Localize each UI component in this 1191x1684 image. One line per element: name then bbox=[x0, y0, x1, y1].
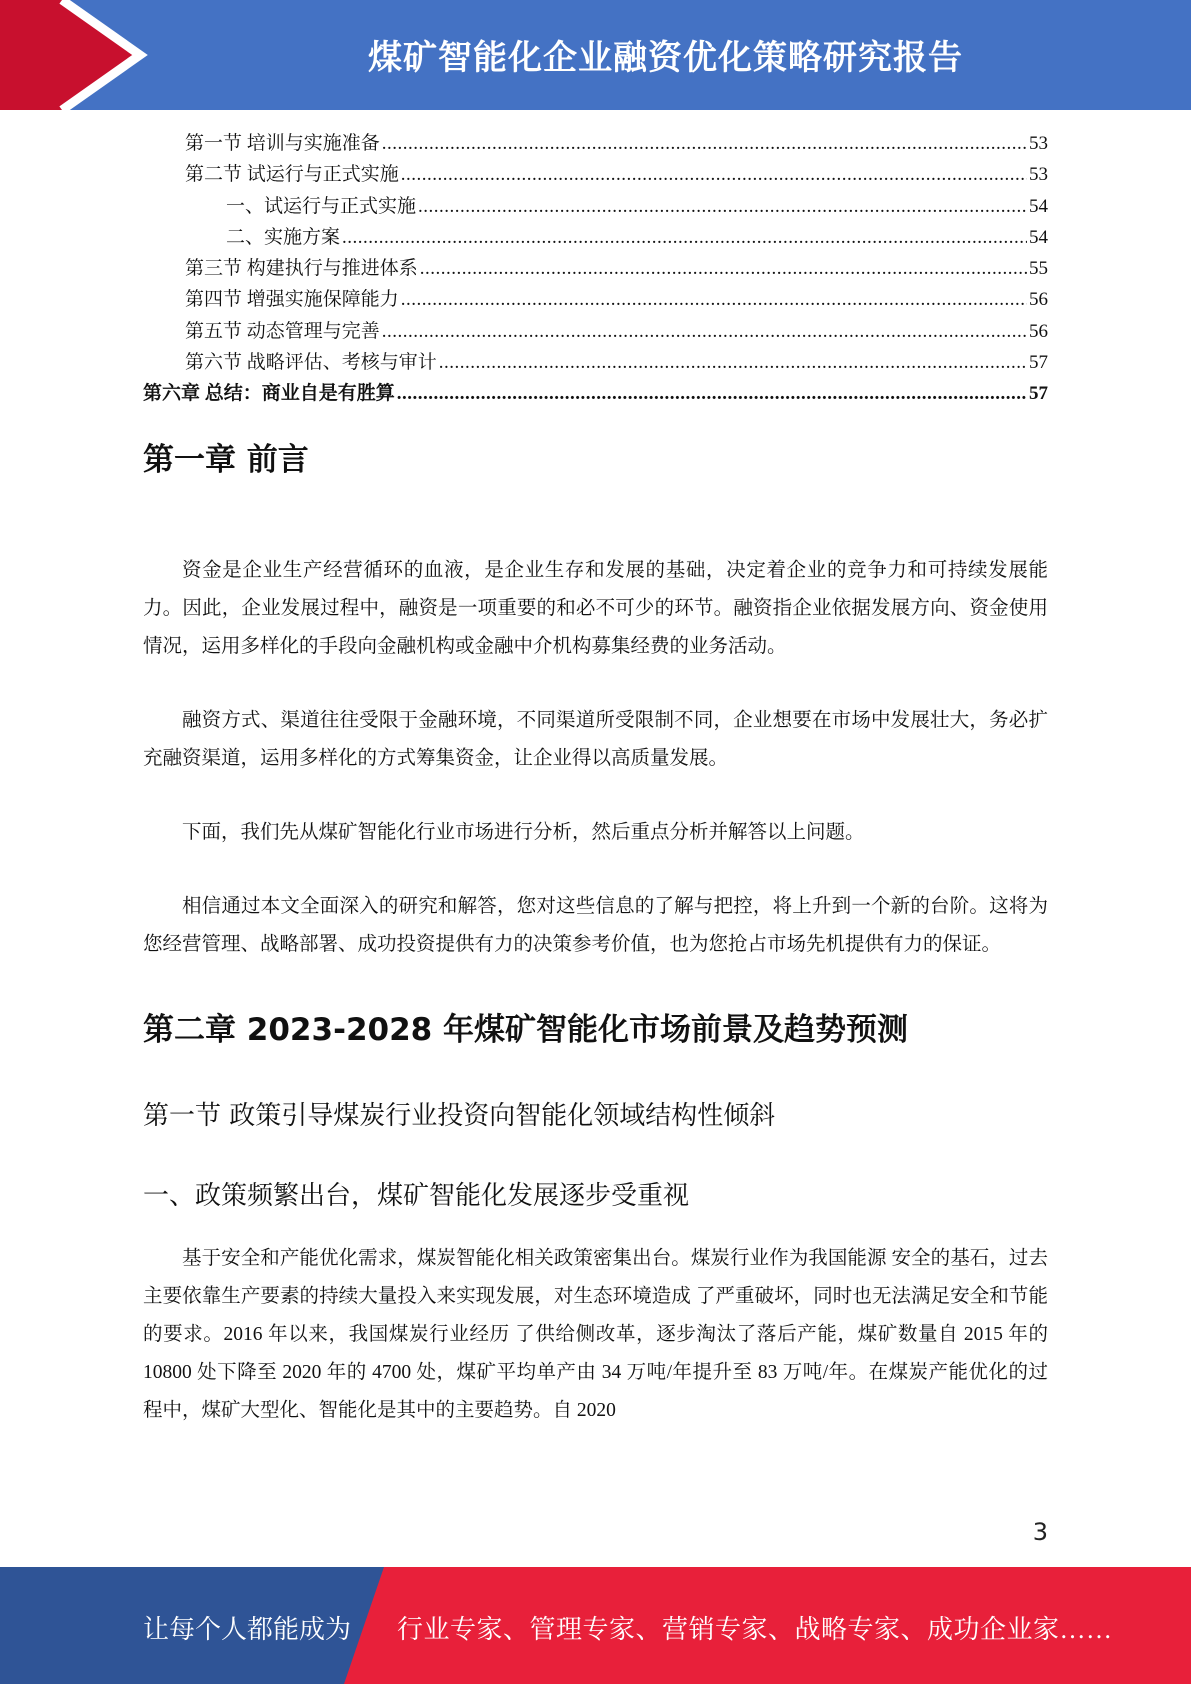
chapter-1-heading: 第一章 前言 bbox=[143, 442, 309, 478]
toc-entry-page: 53 bbox=[1029, 164, 1048, 186]
section-heading: 第一节 政策引导煤炭行业投资向智能化领域结构性倾斜 bbox=[143, 1101, 776, 1131]
toc-entry[interactable] bbox=[143, 191, 1048, 222]
toc-entry-label: 第六节 战略评估、考核与审计 bbox=[185, 352, 437, 374]
toc-entry-label: 第六章 总结：商业自是有胜算 bbox=[143, 383, 395, 405]
toc-entry-label: 第四节 增强实施保障能力 bbox=[185, 289, 399, 311]
page-header bbox=[0, 0, 1191, 110]
toc-leader-dots bbox=[382, 316, 1027, 347]
toc-entry[interactable] bbox=[143, 284, 1048, 315]
page-number: 3 bbox=[1032, 1518, 1048, 1546]
footer-slogan-left: 让每个人都能成为 bbox=[143, 1615, 352, 1644]
toc-entry-label: 一、试运行与正式实施 bbox=[226, 195, 417, 217]
toc-entry[interactable] bbox=[143, 222, 1048, 253]
toc-leader-dots bbox=[401, 159, 1027, 190]
paragraph: 相信通过本文全面深入的研究和解答，您对这些信息的了解与把控，将上升到一个新的台阶。这将为您经营管理、战略部署、成功投资提供有力的决策参考价值，也为您抢占市场先机提供有力的保证。 bbox=[143, 896, 1048, 955]
toc-entry-label: 第三节 构建执行与推进体系 bbox=[185, 258, 418, 280]
report-title: 煤矿智能化企业融资优化策略研究报告 bbox=[368, 38, 963, 78]
toc-entry-label: 二、实施方案 bbox=[226, 226, 341, 248]
toc-leader-dots bbox=[342, 222, 1027, 253]
toc-entry-label: 第五节 动态管理与完善 bbox=[185, 320, 380, 342]
footer-slogan-right: 行业专家、管理专家、营销专家、战略专家、成功企业家…… bbox=[397, 1615, 1113, 1644]
page-footer bbox=[0, 1567, 1191, 1684]
toc-entry-label: 第二节 试运行与正式实施 bbox=[185, 164, 399, 186]
toc-entry-page: 54 bbox=[1029, 195, 1048, 217]
toc-entry-page: 56 bbox=[1029, 320, 1048, 342]
table-of-contents bbox=[143, 128, 1048, 410]
subsection-heading: 一、政策频繁出台，煤矿智能化发展逐步受重视 bbox=[143, 1181, 690, 1211]
paragraph: 资金是企业生产经营循环的血液，是企业生存和发展的基础，决定着企业的竞争力和可持续发展能力。因此，企业发展过程中，融资是一项重要的和必不可少的环节。融资指企业依据发展方向、资金使用情况，运用多样化的手段向金融机构或金融中介机构募集经费的业务活动。 bbox=[143, 560, 1048, 657]
toc-entry[interactable] bbox=[143, 159, 1048, 190]
paragraph: 融资方式、渠道往往受限于金融环境，不同渠道所受限制不同，企业想要在市场中发展壮大，务必扩充融资渠道，运用多样化的方式筹集资金，让企业得以高质量发展。 bbox=[143, 710, 1048, 769]
toc-entry-page: 54 bbox=[1029, 226, 1048, 248]
paragraph: 基于安全和产能优化需求，煤炭智能化相关政策密集出台。煤炭行业作为我国能源 安全的基石，过去主要依靠生产要素的持续大量投入来实现发展，对生态环境造成 了严重破坏，同时也无法满足安全和节能的要求。2016 年以来，我国煤炭行业经历 了供给侧改革，逐步淘汰了落后产能，煤矿数量自 2015 年的 10800 处下降至 2020 年的 4700 处，煤矿平均单产由 34 万吨/年提升至 83 万吨/年。在煤炭产能优化的过 程中，煤矿大型化、智能化是其中的主要趋势。自 2020 bbox=[143, 1248, 1048, 1421]
toc-leader-dots bbox=[439, 347, 1027, 378]
chapter-2-heading: 第二章 2023-2028 年煤矿智能化市场前景及趋势预测 bbox=[143, 1012, 909, 1048]
toc-entry-page: 57 bbox=[1029, 383, 1048, 405]
toc-entry-page: 57 bbox=[1029, 352, 1048, 374]
document-body bbox=[143, 440, 1048, 1430]
toc-entry[interactable] bbox=[143, 347, 1048, 378]
toc-entry-chapter[interactable] bbox=[143, 378, 1048, 409]
toc-leader-dots bbox=[397, 378, 1027, 409]
toc-entry-label: 第一节 培训与实施准备 bbox=[185, 133, 380, 154]
toc-entry[interactable] bbox=[143, 128, 1048, 159]
toc-entry-page: 56 bbox=[1029, 289, 1048, 311]
toc-leader-dots bbox=[382, 128, 1027, 159]
toc-entry[interactable] bbox=[143, 253, 1048, 284]
toc-leader-dots bbox=[401, 284, 1027, 315]
toc-leader-dots bbox=[420, 253, 1027, 284]
toc-entry-page: 55 bbox=[1029, 258, 1048, 280]
paragraph: 下面，我们先从煤矿智能化行业市场进行分析，然后重点分析并解答以上问题。 bbox=[182, 822, 865, 843]
toc-entry-page: 53 bbox=[1029, 133, 1048, 154]
toc-entry[interactable] bbox=[143, 316, 1048, 347]
toc-leader-dots bbox=[418, 191, 1027, 222]
